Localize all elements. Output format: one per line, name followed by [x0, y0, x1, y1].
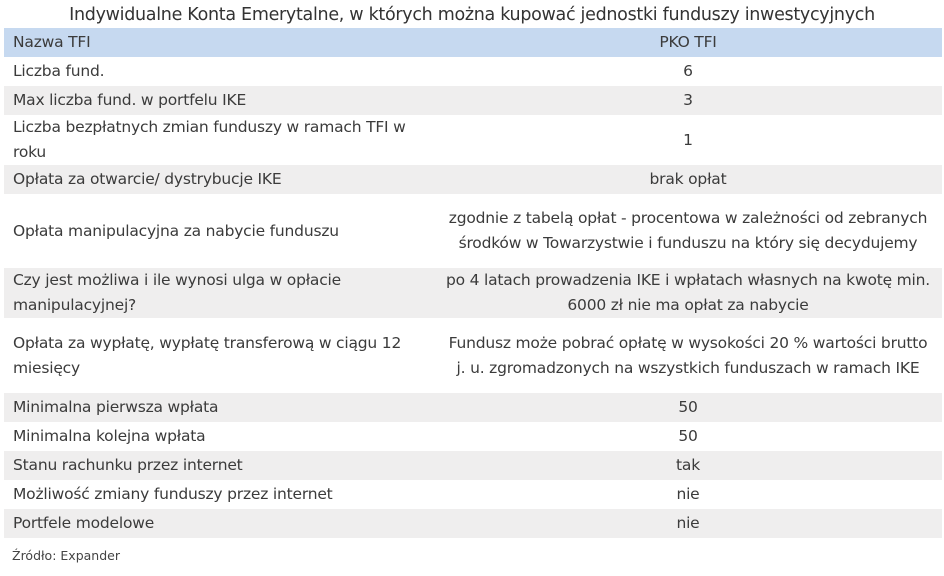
row-label: Minimalna kolejna wpłata	[13, 427, 206, 445]
row-label: Możliwość zmiany funduszy przez internet	[13, 485, 333, 503]
row-value: nie	[676, 485, 700, 503]
table-row	[4, 115, 942, 165]
source-note: Źródło: Expander	[12, 548, 120, 563]
row-label: Minimalna pierwsza wpłata	[13, 398, 219, 416]
row-value: tak	[676, 456, 700, 474]
row-value: brak opłat	[649, 170, 727, 188]
row-label: Czy jest możliwa i ile wynosi ulga w opłacie manipulacyjnej?	[13, 271, 341, 314]
table-row	[4, 480, 942, 509]
row-value: zgodnie z tabelą opłat - procentowa w zależności od zebranych środków w Towarzystwie i funduszu na który się decydujemy	[448, 209, 928, 252]
row-value: 3	[683, 91, 693, 109]
row-value: 50	[678, 427, 698, 445]
table-row	[4, 422, 942, 451]
table-row	[4, 393, 942, 422]
row-value: Fundusz może pobrać opłatę w wysokości 20 % wartości brutto j. u. zgromadzonych na wszystkich funduszach w ramach IKE	[448, 333, 928, 377]
row-label: Liczba fund.	[13, 62, 105, 80]
table-header-row	[4, 28, 942, 57]
row-value: 6	[683, 62, 693, 80]
table-row	[4, 451, 942, 480]
table-row	[4, 57, 942, 86]
row-label: Opłata za wypłatę, wypłatę transferową w ciągu 12 miesięcy	[13, 333, 402, 377]
table-row	[4, 318, 942, 393]
row-label: Stanu rachunku przez internet	[13, 456, 243, 474]
table-row	[4, 165, 942, 194]
row-label: Max liczba fund. w portfelu IKE	[13, 91, 247, 109]
row-label: Liczba bezpłatnych zmian funduszy w ramach TFI w roku	[13, 118, 406, 161]
header-label: Nazwa TFI	[13, 33, 91, 51]
table-row	[4, 86, 942, 115]
row-label: Portfele modelowe	[13, 514, 155, 532]
row-value: 1	[683, 130, 693, 149]
table-row	[4, 268, 942, 318]
row-value: 50	[678, 398, 698, 416]
row-label: Opłata manipulacyjna za nabycie funduszu	[13, 221, 339, 240]
row-value: po 4 latach prowadzenia IKE i wpłatach własnych na kwotę min. 6000 zł nie ma opłat za nabycie	[445, 271, 931, 314]
row-label: Opłata za otwarcie/ dystrybucje IKE	[13, 170, 282, 188]
header-value: PKO TFI	[659, 33, 717, 51]
row-value: nie	[676, 514, 700, 532]
table-row	[4, 509, 942, 538]
comparison-table	[4, 28, 942, 538]
table-row	[4, 194, 942, 268]
table-title: Indywidualne Konta Emerytalne, w których można kupować jednostki funduszy inwestycyjnych	[69, 5, 875, 25]
